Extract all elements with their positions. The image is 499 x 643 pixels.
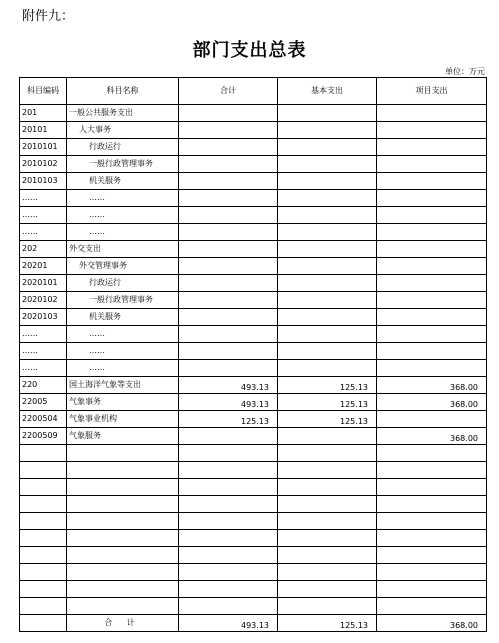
row-basic [278,496,377,513]
row-total [179,360,278,377]
row-total [179,513,278,530]
table-row [20,496,487,513]
row-basic [278,462,377,479]
row-project [377,224,487,241]
row-total [179,173,278,190]
row-basic [278,258,377,275]
row-basic [278,479,377,496]
row-name [67,530,179,547]
table-row [20,224,487,241]
row-total [179,309,278,326]
row-total [179,530,278,547]
row-basic: 125.13 [278,394,377,411]
row-name [67,445,179,462]
row-name [67,479,179,496]
table-body [20,105,487,615]
row-total [179,343,278,360]
row-code [20,496,67,513]
row-total [179,292,278,309]
total-code [20,615,67,632]
row-total [179,190,278,207]
table-row [20,377,487,394]
table-row [20,122,487,139]
table-row [20,360,487,377]
row-basic: 125.13 [278,411,377,428]
row-total [179,207,278,224]
row-code: 2010101 [20,139,67,156]
unit-label: 单位：万元 [445,67,485,76]
row-name: 一般行政管理事务 [67,156,179,173]
row-total [179,496,278,513]
row-project [377,564,487,581]
row-project [377,411,487,428]
row-basic [278,122,377,139]
total-row [20,615,487,632]
header-name: 科目名称 [67,78,179,105]
header-basic: 基本支出 [278,78,377,105]
row-project [377,173,487,190]
row-basic [278,343,377,360]
row-name: …… [67,224,179,241]
row-basic [278,598,377,615]
row-code [20,547,67,564]
row-name: 外交支出 [67,241,179,258]
row-total: 493.13 [179,377,278,394]
table-row [20,428,487,445]
table-row [20,411,487,428]
row-name: 行政运行 [67,275,179,292]
row-name: 机关服务 [67,173,179,190]
row-total [179,564,278,581]
row-total [179,105,278,122]
row-project [377,207,487,224]
row-basic [278,190,377,207]
row-project [377,343,487,360]
table-header-row [20,78,487,105]
row-project [377,241,487,258]
row-total [179,445,278,462]
row-project [377,360,487,377]
row-project [377,513,487,530]
row-name [67,547,179,564]
row-total: 125.13 [179,411,278,428]
table-row [20,309,487,326]
row-code: 202 [20,241,67,258]
row-code: …… [20,360,67,377]
row-total [179,479,278,496]
row-project [377,309,487,326]
row-project [377,122,487,139]
row-code: 201 [20,105,67,122]
row-project [377,258,487,275]
row-code: 2020102 [20,292,67,309]
row-total [179,139,278,156]
table-row [20,479,487,496]
row-total [179,598,278,615]
row-basic [278,530,377,547]
row-code [20,598,67,615]
row-basic [278,428,377,445]
row-name: 一般行政管理事务 [67,292,179,309]
table-row [20,564,487,581]
row-name [67,598,179,615]
row-code: …… [20,343,67,360]
row-basic [278,275,377,292]
row-code: 2010103 [20,173,67,190]
row-project [377,190,487,207]
row-code: …… [20,190,67,207]
row-project [377,105,487,122]
row-basic [278,156,377,173]
table-row [20,462,487,479]
row-code [20,581,67,598]
row-code [20,445,67,462]
table-row [20,326,487,343]
header-project: 项目支出 [377,78,487,105]
table-row [20,530,487,547]
row-name: 国土海洋气象等支出 [67,377,179,394]
row-basic [278,513,377,530]
row-code: 22005 [20,394,67,411]
table-row [20,343,487,360]
total-sum: 493.13 [179,615,278,632]
total-project: 368.00 [377,615,487,632]
row-code: 2200504 [20,411,67,428]
row-name: 机关服务 [67,309,179,326]
row-code: …… [20,207,67,224]
row-name: …… [67,343,179,360]
total-basic: 125.13 [278,615,377,632]
row-code [20,479,67,496]
header-code: 科目编码 [20,78,67,105]
row-basic [278,547,377,564]
row-project [377,581,487,598]
row-project: 368.00 [377,377,487,394]
table-row [20,190,487,207]
row-basic [278,241,377,258]
row-code: 220 [20,377,67,394]
row-code: 20101 [20,122,67,139]
row-total [179,122,278,139]
row-project: 368.00 [377,428,487,445]
row-name: …… [67,207,179,224]
row-name [67,513,179,530]
row-total: 493.13 [179,394,278,411]
row-basic [278,581,377,598]
row-total [179,258,278,275]
row-total [179,428,278,445]
row-name [67,581,179,598]
row-project [377,292,487,309]
row-basic [278,173,377,190]
row-code: 2020101 [20,275,67,292]
table-row [20,445,487,462]
row-code: 2200509 [20,428,67,445]
row-name: 气象服务 [67,428,179,445]
row-code: 2010102 [20,156,67,173]
total-label: 合 计 [67,615,179,632]
row-project [377,326,487,343]
row-project [377,547,487,564]
row-total [179,581,278,598]
row-total [179,547,278,564]
row-project [377,139,487,156]
row-project [377,530,487,547]
row-name [67,564,179,581]
row-basic [278,139,377,156]
row-basic [278,292,377,309]
row-project [377,156,487,173]
row-code: …… [20,224,67,241]
row-name: 气象事务 [67,394,179,411]
table-row [20,105,487,122]
table-row [20,513,487,530]
row-total [179,156,278,173]
table-row [20,207,487,224]
row-total [179,275,278,292]
table-row [20,547,487,564]
row-total [179,224,278,241]
row-code [20,564,67,581]
table-row [20,241,487,258]
row-project [377,275,487,292]
row-basic [278,360,377,377]
row-name: …… [67,190,179,207]
table-row [20,581,487,598]
row-name: 行政运行 [67,139,179,156]
table-row [20,598,487,615]
row-code [20,530,67,547]
page-title: 部门支出总表 [192,40,307,61]
table-row [20,156,487,173]
row-name: 外交管理事务 [67,258,179,275]
row-total [179,462,278,479]
expenditure-table [19,77,487,632]
row-project [377,496,487,513]
row-name [67,496,179,513]
row-basic [278,564,377,581]
row-code: 2020103 [20,309,67,326]
table-row [20,275,487,292]
table-row [20,292,487,309]
row-basic: 125.13 [278,377,377,394]
table-row [20,394,487,411]
row-code: 20201 [20,258,67,275]
row-basic [278,309,377,326]
row-basic [278,207,377,224]
row-name [67,462,179,479]
row-code: …… [20,326,67,343]
row-basic [278,326,377,343]
row-basic [278,105,377,122]
attachment-label: 附件九： [22,9,75,24]
row-project: 368.00 [377,394,487,411]
row-project [377,598,487,615]
row-code [20,462,67,479]
row-name: …… [67,360,179,377]
row-project [377,479,487,496]
row-basic [278,445,377,462]
table-row [20,139,487,156]
table-row [20,173,487,190]
row-project [377,445,487,462]
row-name: 人大事务 [67,122,179,139]
row-project [377,462,487,479]
row-name: 一般公共服务支出 [67,105,179,122]
row-total [179,241,278,258]
row-name: …… [67,326,179,343]
row-name: 气象事业机构 [67,411,179,428]
header-total: 合计 [179,78,278,105]
row-total [179,326,278,343]
row-basic [278,224,377,241]
row-code [20,513,67,530]
table-row [20,258,487,275]
